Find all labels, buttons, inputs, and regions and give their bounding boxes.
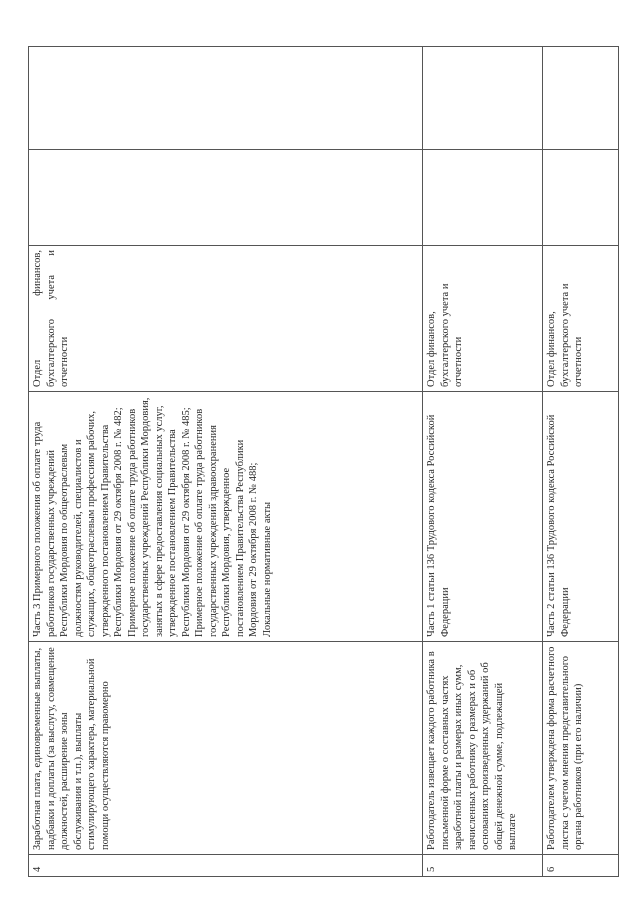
basis-cell <box>423 392 543 642</box>
empty-cell <box>543 47 619 150</box>
row-number: 6 <box>543 855 619 877</box>
basis-paragraph: Часть 1 статьи 136 Трудового кодекса Российской Федерации <box>426 414 451 637</box>
responsible-cell: Отдел финансов, бухгалтерского учета и отчетности <box>423 246 543 392</box>
table-row <box>29 47 423 877</box>
basis-paragraph: Примерное положение об оплате труда работников государственных учреждений здравоохранения Республики Мордовия, утвержденное постановлением Правительства Республики Мордовия от 29 октября 2008 г. № 488; <box>194 408 259 637</box>
rotated-table-wrapper <box>28 47 618 877</box>
requirement-cell: Заработная плата, единовременные выплаты, надбавки и доплаты (за выслугу, совмещение должностей, расширение зоны обслуживания и т.п.), выплаты стимулирующего характера, материальной помощи осуществляются правомерно <box>29 642 423 855</box>
requirements-table <box>28 46 619 877</box>
basis-paragraph: Локальные нормативные акты <box>261 501 273 637</box>
requirement-cell: Работодатель извещает каждого работника в письменной форме о составных частях заработной платы и размерах иных сумм, начисленных работнику о размерах и об основаниях произведенных удержаний об общей денежной сумме, подлежащей выплате <box>423 642 543 855</box>
empty-cell <box>543 150 619 246</box>
basis-paragraph: Часть 3 Примерного положения об оплате труда работников государственных учреждений Республики Мордовия по общеотраслевым должностям руководителей, специалистов и служащих, общеотраслевым профессиям рабочих, утвержденного постановлением Правительства Республики Мордовия от 29 октября 2008 г. № 482; <box>32 407 124 637</box>
table-row <box>543 47 619 877</box>
basis-cell <box>543 392 619 642</box>
empty-cell <box>423 47 543 150</box>
basis-paragraph: Часть 2 статьи 136 Трудового кодекса Российской Федерации <box>546 414 571 637</box>
empty-cell <box>29 150 423 246</box>
row-number: 4 <box>29 855 423 877</box>
responsible-cell: Отдел финансов, бухгалтерского учета и отчетности <box>29 246 423 392</box>
basis-paragraph: Примерное положение об оплате труда работников государственных учреждений Республики Мордовия, занятых в сфере предоставления социальных услуг, утвержденное постановлением Правительства Республики Мордовия от 29 октября 2008 г. № 485; <box>126 397 192 637</box>
basis-cell <box>29 392 423 642</box>
row-number: 5 <box>423 855 543 877</box>
empty-cell <box>29 47 423 150</box>
responsible-cell: Отдел финансов, бухгалтерского учета и отчетности <box>543 246 619 392</box>
table-row <box>423 47 543 877</box>
empty-cell <box>423 150 543 246</box>
requirement-cell: Работодателем утверждена форма расчетного листка с учетом мнения представительного органа работников (при его наличии) <box>543 642 619 855</box>
